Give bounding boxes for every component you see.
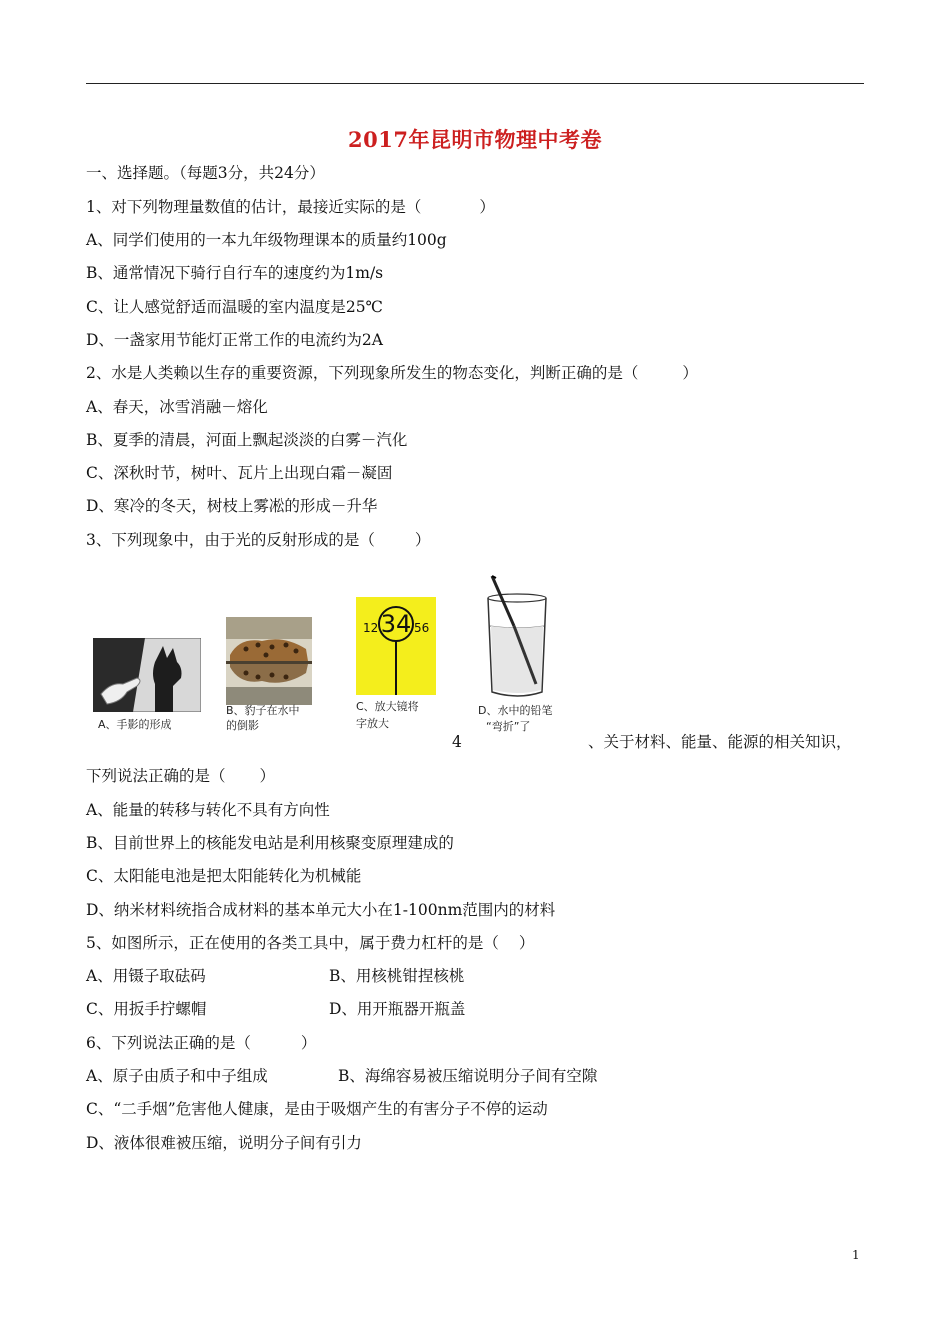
question-1-option-a: A、同学们使用的一本九年级物理课本的质量约100g bbox=[86, 231, 447, 249]
question-6-option-b: B、海绵容易被压缩说明分子间有空隙 bbox=[338, 1067, 598, 1085]
question-1-option-b: B、通常情况下骑行自行车的速度约为1m/s bbox=[86, 264, 384, 282]
question-4-option-d: D、纳米材料统指合成材料的基本单元大小在1-100nm范围内的材料 bbox=[86, 901, 556, 919]
question-5-option-a: A、用镊子取砝码 bbox=[86, 967, 206, 985]
question-4-option-a: A、能量的转移与转化不具有方向性 bbox=[86, 801, 330, 819]
question-6-option-d: D、液体很难被压缩，说明分子间有引力 bbox=[86, 1134, 362, 1152]
figure-pencil-in-water bbox=[478, 574, 554, 702]
question-4-option-b: B、目前世界上的核能发电站是利用核聚变原理建成的 bbox=[86, 834, 454, 852]
question-2-option-b: B、夏季的清晨，河面上飘起淡淡的白雾－汽化 bbox=[86, 431, 408, 449]
question-6-stem: 6、下列说法正确的是（ ） bbox=[86, 1034, 317, 1052]
question-5-option-b: B、用核桃钳捏核桃 bbox=[329, 967, 465, 985]
question-1-stem: 1、对下列物理量数值的估计，最接近实际的是（ ） bbox=[86, 198, 495, 216]
question-6-option-c: C、“二手烟”危害他人健康，是由于吸烟产生的有害分子不停的运动 bbox=[86, 1100, 548, 1118]
question-6-option-a: A、原子由质子和中子组成 bbox=[86, 1067, 268, 1085]
figure-a-caption: A、手影的形成 bbox=[98, 718, 172, 731]
question-3-stem: 3、下列现象中，由于光的反射形成的是（ ） bbox=[86, 531, 431, 549]
question-5-option-d: D、用开瓶器开瓶盖 bbox=[329, 1000, 466, 1018]
figure-leopard-reflection bbox=[226, 617, 312, 705]
question-2-stem: 2、水是人类赖以生存的重要资源，下列现象所发生的物态变化，判断正确的是（ ） bbox=[86, 364, 698, 382]
sign-digits-left: 12 bbox=[363, 621, 379, 635]
page-number: 1 bbox=[852, 1248, 860, 1262]
figure-c-caption-line1: C、放大镜将 bbox=[356, 700, 419, 713]
question-4-option-c: C、太阳能电池是把太阳能转化为机械能 bbox=[86, 867, 362, 885]
question-2-option-a: A、春天，冰雪消融－熔化 bbox=[86, 398, 268, 416]
figure-d-caption-line1: D、水中的铅笔 bbox=[478, 704, 553, 717]
question-5-option-c: C、用扳手拧螺帽 bbox=[86, 1000, 207, 1018]
question-1-option-d: D、一盏家用节能灯正常工作的电流约为2A bbox=[86, 331, 383, 349]
question-4-stem-part1: 、关于材料、能量、能源的相关知识， bbox=[588, 733, 852, 751]
question-4-number: 4 bbox=[452, 733, 462, 751]
question-4-stem-part2: 下列说法正确的是（ ） bbox=[86, 767, 276, 785]
page-title: 2017年昆明市物理中考卷 bbox=[348, 127, 602, 152]
question-2-option-d: D、寒冷的冬天，树枝上雾凇的形成－升华 bbox=[86, 497, 378, 515]
section-heading: 一、选择题。（每题3分，共24分） bbox=[86, 164, 325, 182]
figure-c-caption-line2: 字放大 bbox=[356, 717, 389, 730]
figure-b-caption-line1: B、豹子在水中 bbox=[226, 704, 300, 717]
sign-digits-right: 56 bbox=[414, 621, 430, 635]
question-1-option-c: C、让人感觉舒适而温暖的室内温度是25℃ bbox=[86, 298, 383, 316]
header-rule bbox=[86, 83, 864, 84]
question-5-stem: 5、如图所示，正在使用的各类工具中，属于费力杠杆的是（ ） bbox=[86, 934, 535, 952]
figure-magnifier-sign bbox=[356, 597, 436, 697]
figure-b-caption-line2: 的倒影 bbox=[226, 719, 259, 732]
sign-digits-magnified: 34 bbox=[380, 610, 412, 638]
question-2-option-c: C、深秋时节，树叶、瓦片上出现白霜－凝固 bbox=[86, 464, 393, 482]
figure-hand-shadow bbox=[93, 638, 201, 712]
figure-d-caption-line2: “弯折”了 bbox=[486, 720, 531, 733]
